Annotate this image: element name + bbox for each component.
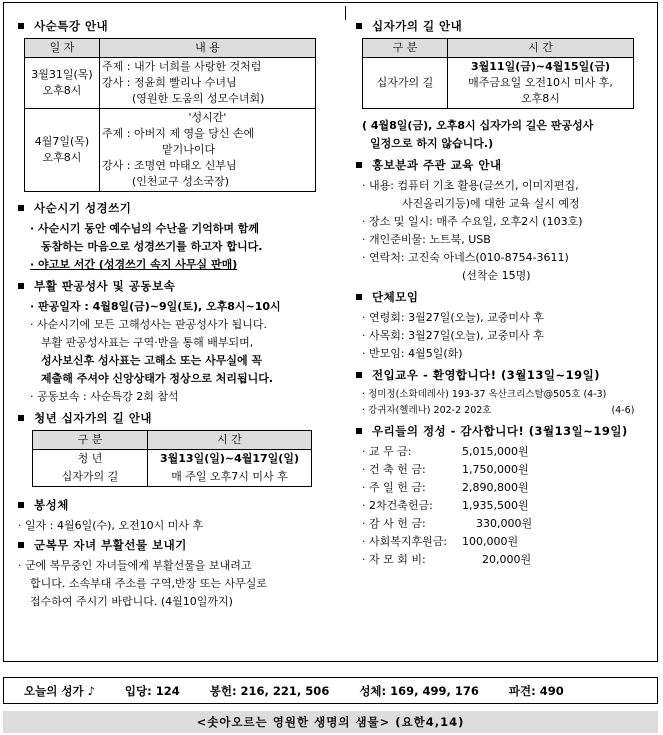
offering-row: · 2차건축헌금: 1,935,500원 (362, 499, 529, 512)
table-header: 내 용 (100, 39, 316, 58)
section-title: 홍보분과 주관 교육 안내 (352, 157, 652, 173)
content-cell: 주제 : 내가 너희를 사랑한 것처럼 강사 : 정윤희 빨리나 수녀님 (영원한 도움의 성모수녀회) (100, 58, 316, 109)
square-bullet-icon (356, 294, 362, 300)
left-column: 사순특강 안내 일 자 내 용 3월31일(목) 오후8시 주제 : 내가 너희를 사랑한 것처럼 강사 : 정윤희 빨리나 수녀님 (영원한 도움의 성모수녀회) 4월7일(목) 오후8시 '성시간' 주제 : 아버지 제 영을 당신 손에 맡기나이다 강사 : 조명연 마태오 신부님 (인천교구 성소국장) 사순시기 성경쓰기 · 사순시기 동안 예수님의 수난을 기억하며 함께 동참하는 마음으로 성경쓰기를 하고자 합니다. · 야고보 서간 (성경쓰기 속지 사무실 판매) 부활 판공성사 및 공동보속 · 판공일자 : 4월8일(금)~9일(토), 오후8시~10시 · 사순시기에 모든 고해성사는 판공성사가 됩니다. 부활 판공성사표는 구역·반을 통해 배부되며, 성사보신후 성사표는 고해소 또는 사무실에 꼭 제출해 주셔야 신앙상태가 정상으로 처리됩니다. · 공동보속 : 사순특강 2회 참석 청년 십자가의 길 안내 구 분 시 간 청 년 3월13일(일)~4월17일(일) 십자가의 길 매 주일 오후7시 미사 후 봉성체 · 일자 : 4월6일(수), 오전10시 미사 후 군복무 자녀 부활선물 보내기 · 군에 복무중인 자녀들에게 부활선물을 보내려고 합니다. 소속부대 주소를 구역,반장 또는 사무실로 접수하여 주시기 바랍니다. (4월10일까지) (14, 18, 334, 611)
hymn-communion: 성체: 169, 499, 176 (359, 683, 479, 698)
hymn-label: 오늘의 성가 ♪ (24, 683, 95, 698)
table-header: 구 분 (363, 39, 448, 58)
square-bullet-icon (18, 502, 24, 508)
table-row (25, 58, 316, 109)
square-bullet-icon (356, 372, 362, 378)
section-title: 부활 판공성사 및 공동보속 (14, 278, 334, 294)
date-cell: 4월7일(목) 오후8시 (25, 109, 100, 192)
youth-cross-table-wrap (14, 430, 334, 487)
square-bullet-icon (18, 23, 24, 29)
section-title: 전입교우 - 환영합니다! (3월13일~19일) (352, 367, 652, 383)
section-title: 봉성체 (14, 497, 334, 513)
square-bullet-icon (18, 415, 24, 421)
divider-mark (345, 6, 346, 20)
section-title: 십자가의 길 안내 (352, 18, 652, 34)
way-of-cross-table-wrap (352, 38, 652, 109)
offering-row: · 자 모 회 비: 20,000원 (362, 553, 532, 566)
hymn-bar (3, 677, 658, 704)
section-title: 우리들의 정성 - 감사합니다! (3월13일~19일) (352, 423, 652, 439)
footer-verse: <솟아오르는 영원한 생명의 샘물> (요한4,14) (3, 711, 658, 733)
square-bullet-icon (18, 283, 24, 289)
square-bullet-icon (356, 162, 362, 168)
square-bullet-icon (18, 205, 24, 211)
date-cell: 3월31일(목) 오후8시 (25, 58, 100, 109)
lent-lecture-table-wrap (14, 38, 334, 192)
table-header: 시 간 (448, 39, 634, 58)
table-row: 십자가의 길 매 주일 오후7시 미사 후 (33, 468, 312, 487)
offering-row: · 주 일 헌 금: 2,890,800원 (362, 481, 529, 494)
way-of-cross-table (362, 38, 634, 109)
section-title: 사순특강 안내 (14, 18, 334, 34)
lent-lecture-table (24, 38, 316, 192)
right-column: 십자가의 길 안내 구 분 시 간 십자가의 길 3월11일(금)~4월15일(금) 매주금요일 오전10시 미사 후, 오후8시 ( 4월8일(금), 오후8시 십자가의 길은 판공성사 일정으로 하지 않습니다.) 홍보분과 주관 교육 안내 · 내용: 컴퓨터 기초 활용(글쓰기, 이미지편집, 사진올리기등)에 대한 교육 실시 예정 · 장소 및 일시: 매주 수요일, 오후2시 (103호) · 개인준비물: 노트북, USB · 연락처: 고진숙 아네스(010-8754-3611) (선착순 15명) 단체모임 · 연령회: 3월27일(오늘), 교중미사 후 · 사목회: 3월27일(오늘), 교중미사 후 · 반모임: 4월5일(화) 전입교우 - 환영합니다! (3월13일~19일) · 정미정(소화데레사) 193-37 옥산크리스탈@505호 (4-3) · 강귀자(헬레나) 202-2 202호 (4-6) 우리들의 정성 - 감사합니다! (3월13일~19일) · 교 무 금: 5,015,000원 · 건 축 헌 금: 1,750,000원 · 주 일 헌 금: 2,890,800원 · 2차건축헌금: 1,935,500원 · 감 사 헌 금: 330,000원 · 사회복지후원금: 100,000원 · 자 모 회 비: 20,000원 (352, 18, 652, 569)
offering-row: · 감 사 헌 금: 330,000원 (362, 517, 533, 530)
table-header: 구 분 (33, 431, 148, 450)
offering-row: · 사회복지후원금: 100,000원 (362, 535, 519, 548)
square-bullet-icon (356, 23, 362, 29)
hymn-entrance: 입당: 124 (124, 683, 180, 698)
table-header: 일 자 (25, 39, 100, 58)
youth-cross-table (32, 430, 312, 487)
table-row (25, 109, 316, 192)
section-title: 군복무 자녀 부활선물 보내기 (14, 537, 334, 553)
content-cell: '성시간' 주제 : 아버지 제 영을 당신 손에 맡기나이다 강사 : 조명연 마태오 신부님 (인천교구 성소국장) (100, 109, 316, 192)
hymn-offertory: 봉헌: 216, 221, 506 (209, 683, 330, 698)
hymn-recessional: 파견: 490 (508, 683, 564, 698)
section-title: 청년 십자가의 길 안내 (14, 410, 334, 426)
section-title: 단체모임 (352, 289, 652, 305)
section-title: 사순시기 성경쓰기 (14, 200, 334, 216)
square-bullet-icon (18, 542, 24, 548)
offering-row: · 건 축 헌 금: 1,750,000원 (362, 463, 529, 476)
table-row: 청 년 3월13일(일)~4월17일(일) (33, 450, 312, 469)
table-header: 시 간 (148, 431, 312, 450)
table-row: 십자가의 길 3월11일(금)~4월15일(금) 매주금요일 오전10시 미사 후, 오후8시 (363, 58, 634, 109)
offering-row: · 교 무 금: 5,015,000원 (362, 445, 529, 458)
square-bullet-icon (356, 428, 362, 434)
